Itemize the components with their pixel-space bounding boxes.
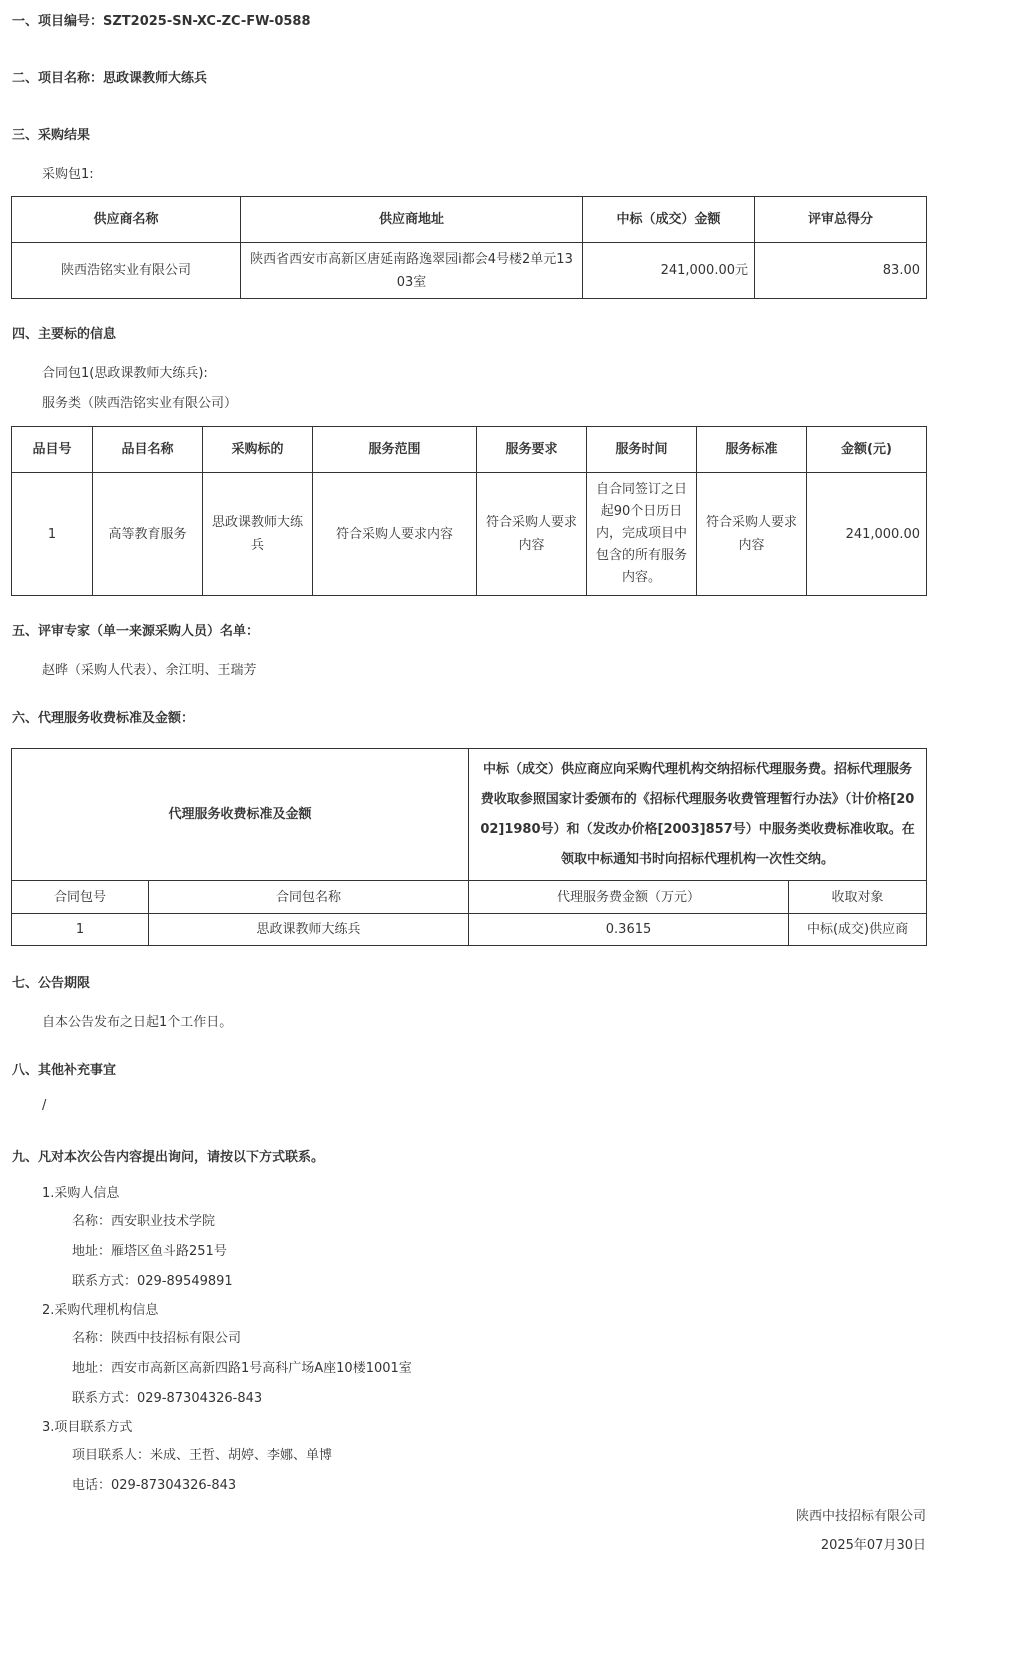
- table-row: [12, 473, 927, 596]
- project-name: [12, 67, 207, 86]
- table-row: [12, 749, 927, 881]
- agency-phone: 联系方式：029-87304326-843: [72, 1391, 263, 1406]
- agency-fee-table: [11, 748, 927, 946]
- project-contact-title: 3.项目联系方式: [42, 1420, 133, 1435]
- other-matters-text: /: [42, 1098, 47, 1113]
- fee-payer: 中标(成交)供应商: [789, 914, 927, 946]
- header-service-time: 服务时间: [587, 427, 697, 473]
- header-total-score: 评审总得分: [755, 197, 927, 243]
- section-title-procurement-result: 三、采购结果: [12, 128, 91, 143]
- procurement-package-label: 采购包1:: [42, 167, 94, 182]
- section-title-main-items: 四、主要标的信息: [12, 327, 117, 342]
- header-contract-number: 合同包号: [12, 881, 149, 914]
- section-title-experts: 五、评审专家（单一来源采购人员）名单：: [12, 624, 260, 639]
- agency-fee-description: 中标（成交）供应商应向采购代理机构交纳招标代理服务费。招标代理服务费收取参照国家计委颁布的《招标代理服务收费管理暂行办法》（计价格[2002]1980号）和（发改办价格[2003]857号）中服务类收费标准收取。在领取中标通知书时向招标代理机构一次性交纳。: [469, 749, 927, 881]
- project-name-value: 思政课教师大练兵: [103, 71, 208, 86]
- project-name-label: 二、项目名称：: [12, 71, 104, 86]
- item-amount: 241,000.00: [807, 473, 927, 596]
- purchaser-address: 地址：雁塔区鱼斗路251号: [72, 1244, 227, 1259]
- header-contract-name: 合同包名称: [149, 881, 469, 914]
- agency-fee-amount: 0.3615: [469, 914, 789, 946]
- agency-address: 地址：西安市高新区高新四路1号高科广场A座10楼1001室: [72, 1361, 412, 1376]
- supplier-name: 陕西浩铭实业有限公司: [12, 243, 241, 299]
- footer-date: 2025年07月30日: [820, 1538, 926, 1553]
- footer-organization: 陕西中技招标有限公司: [795, 1509, 926, 1524]
- service-type-label: 服务类（陕西浩铭实业有限公司）: [42, 396, 238, 411]
- header-bid-amount: 中标（成交）金额: [583, 197, 755, 243]
- service-scope: 符合采购人要求内容: [313, 473, 477, 596]
- table-row: [12, 243, 927, 299]
- agency-info-title: 2.采购代理机构信息: [42, 1303, 159, 1318]
- notice-period-text: 自本公告发布之日起1个工作日。: [42, 1015, 233, 1030]
- section-title-notice-period: 七、公告期限: [12, 976, 91, 991]
- header-item-name: 品目名称: [93, 427, 203, 473]
- contract-package-label: 合同包1(思政课教师大练兵):: [42, 366, 208, 381]
- header-fee-payer: 收取对象: [789, 881, 927, 914]
- section-title-agency-fee: 六、代理服务收费标准及金额：: [12, 711, 195, 726]
- project-number-value: SZT2025-SN-XC-ZC-FW-0588: [103, 14, 311, 29]
- project-phone: 电话：029-87304326-843: [72, 1478, 237, 1493]
- contract-name: 思政课教师大练兵: [149, 914, 469, 946]
- agency-fee-header: [12, 881, 927, 914]
- section-title-contact: 九、凡对本次公告内容提出询问，请按以下方式联系。: [12, 1150, 325, 1165]
- procurement-subject: 思政课教师大练兵: [203, 473, 313, 596]
- header-agency-fee: 代理服务费金额（万元）: [469, 881, 789, 914]
- header-supplier-address: 供应商地址: [241, 197, 583, 243]
- total-score: 83.00: [755, 243, 927, 299]
- bid-amount: 241,000.00元: [583, 243, 755, 299]
- items-table-header: [12, 427, 927, 473]
- supplier-address: 陕西省西安市高新区唐延南路逸翠园i都会4号楼2单元1303室: [241, 243, 583, 299]
- result-table: [11, 196, 927, 299]
- header-service-requirement: 服务要求: [477, 427, 587, 473]
- project-number-label: 一、项目编号：: [12, 14, 104, 29]
- header-amount: 金额(元): [807, 427, 927, 473]
- header-supplier-name: 供应商名称: [12, 197, 241, 243]
- result-table-header: [12, 197, 927, 243]
- agency-name: 名称：陕西中技招标有限公司: [72, 1331, 242, 1346]
- items-table: [11, 426, 927, 596]
- header-item-number: 品目号: [12, 427, 93, 473]
- header-service-scope: 服务范围: [313, 427, 477, 473]
- service-time: 自合同签订之日起90个日历日内，完成项目中包含的所有服务内容。: [587, 473, 697, 596]
- project-contacts: 项目联系人：米成、王哲、胡婷、李娜、单博: [72, 1448, 333, 1463]
- expert-names: 赵晔（采购人代表）、余江明、王瑞芳: [42, 663, 257, 678]
- section-title-other-matters: 八、其他补充事宜: [12, 1063, 117, 1078]
- item-name: 高等教育服务: [93, 473, 203, 596]
- service-standard: 符合采购人要求内容: [697, 473, 807, 596]
- item-number: 1: [12, 473, 93, 596]
- agency-fee-label: 代理服务收费标准及金额: [12, 749, 469, 881]
- header-service-standard: 服务标准: [697, 427, 807, 473]
- contract-number: 1: [12, 914, 149, 946]
- service-requirement: 符合采购人要求内容: [477, 473, 587, 596]
- purchaser-phone: 联系方式：029-89549891: [72, 1274, 233, 1289]
- purchaser-name: 名称：西安职业技术学院: [72, 1214, 216, 1229]
- table-row: [12, 914, 927, 946]
- purchaser-info-title: 1.采购人信息: [42, 1186, 120, 1201]
- project-number: [12, 10, 311, 29]
- header-procurement-subject: 采购标的: [203, 427, 313, 473]
